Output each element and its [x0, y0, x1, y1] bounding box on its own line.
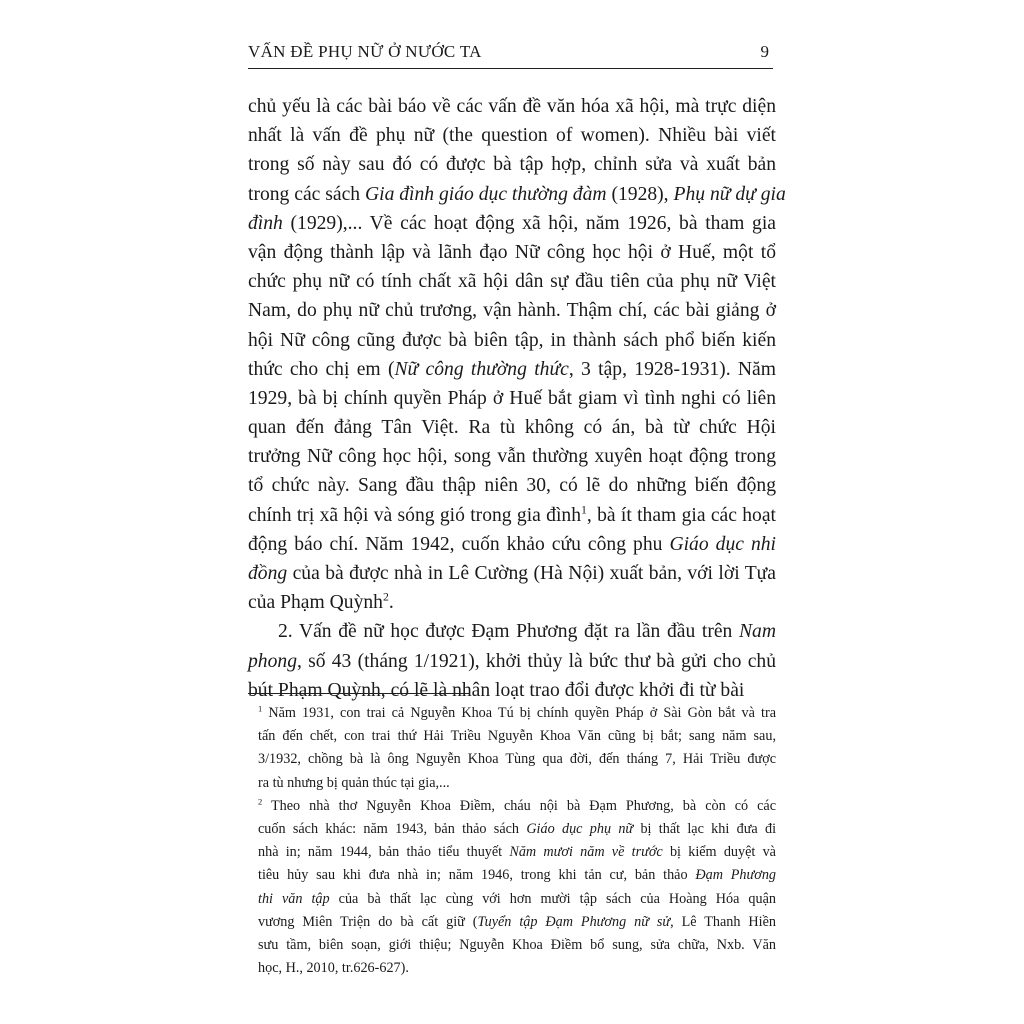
- text-run: của bà thất lạc cùng với hơn mười tập sách của Hoàng Hóa quận: [329, 890, 776, 907]
- text-run: , 3 tập, 1928-1931). Năm: [568, 358, 776, 380]
- text-run: 2. Vấn đề nữ học được Đạm Phương đặt ra lần đầu trên: [278, 621, 739, 643]
- page-number: 9: [760, 42, 769, 61]
- footnote-line: [248, 957, 776, 980]
- footnote-marker: 1: [258, 703, 263, 714]
- italic-title: đình: [248, 212, 283, 234]
- text-run: (1929),... Về các hoạt động xã hội, năm 1926, bà tham gia: [282, 212, 776, 234]
- body-line: [248, 676, 776, 705]
- body-line: [248, 559, 776, 588]
- body-line: [248, 384, 776, 413]
- footnote-line: [248, 934, 776, 957]
- text-run: quan đến đảng Tân Việt. Ra tù không có án, bà từ chức Hội: [248, 417, 776, 439]
- body-line: [248, 209, 776, 238]
- text-run: trong các sách: [248, 183, 365, 205]
- text-run: học, H., 2010, tr.626-627).: [258, 960, 409, 977]
- text-run: Năm 1931, con trai cả Nguyễn Khoa Tú bị chính quyền Pháp ở Sài Gòn bắt và tra: [262, 705, 776, 721]
- footnote-line: [248, 702, 776, 725]
- footnote-line: [248, 864, 776, 887]
- footnote-line: [248, 911, 776, 934]
- body-line: [248, 296, 776, 325]
- text-run: (1928),: [606, 183, 674, 205]
- body-line: [248, 617, 776, 646]
- body-line: [248, 355, 776, 384]
- italic-title: Giáo dục phụ nữ: [526, 820, 634, 837]
- text-run: động báo chí. Năm 1942, cuốn khảo cứu công phu: [248, 533, 670, 555]
- text-run: hội Nữ công cũng được bà biên tập, in thành sách phổ biến kiến: [248, 329, 776, 351]
- footnote-line: [248, 795, 776, 818]
- italic-title: Năm mươi năm về trước: [509, 844, 663, 861]
- text-run: nhất là vấn đề phụ nữ (the question of women). Nhiều bài viết: [248, 125, 776, 147]
- text-run: 1929, bà bị chính quyền Pháp ở Huế bắt giam vì tình nghi có liên: [248, 387, 776, 409]
- text-run: bị thất lạc khi đưa đi: [633, 820, 777, 837]
- text-run: , số 43 (tháng 1/1921), khởi thủy là bức thư bà gửi cho chủ: [296, 650, 776, 672]
- body-line: [248, 501, 776, 530]
- footnote-line: [248, 841, 776, 864]
- footnote-divider: [248, 693, 470, 694]
- text-run: nhà in; năm 1944, bản thảo tiểu thuyết: [258, 844, 510, 861]
- italic-title: Nữ công thường thức: [394, 358, 569, 380]
- body-line: [248, 238, 776, 267]
- footnote-marker: 1: [581, 503, 587, 517]
- body-line: [248, 267, 776, 296]
- italic-title: Gia đình giáo dục thường đàm: [364, 183, 607, 205]
- italic-title: phong: [248, 650, 297, 672]
- italic-title: Đạm Phương: [695, 867, 777, 884]
- text-run: chính trị xã hội và sóng gió trong gia đình: [248, 504, 581, 526]
- text-run: tấn đến chết, con trai thứ Hải Triều Nguyễn Khoa Văn cũng bị bắt; sang năm sau,: [258, 728, 776, 745]
- text-run: vận động thành lập và lãnh đạo Nữ công học hội ở Huế, một tổ: [248, 241, 776, 263]
- body-line: [248, 121, 776, 150]
- italic-title: Phụ nữ dự gia: [673, 183, 786, 205]
- body-line: [248, 180, 786, 209]
- text-run: chủ yếu là các bài báo về các vấn đề văn hóa xã hội, mà trực diện: [248, 96, 776, 117]
- footnote-marker: 2: [382, 590, 389, 604]
- body-line: [248, 326, 776, 355]
- text-run: chức phụ nữ có tính chất xã hội dân sự đầu tiên của phụ nữ Việt: [248, 271, 776, 293]
- footnote-line: [248, 748, 776, 771]
- footnote-line: [248, 888, 776, 911]
- footnote-line: [248, 725, 776, 748]
- text-run: vương Miên Triện do bà cất giữ (: [258, 913, 478, 930]
- body-line: [248, 442, 776, 471]
- text-run: Theo nhà thơ Nguyễn Khoa Điềm, cháu nội bà Đạm Phương, bà còn có các: [262, 797, 776, 814]
- body-line: [248, 588, 776, 617]
- italic-title: Tuyển tập Đạm Phương nữ sử: [477, 913, 671, 930]
- running-header: [248, 38, 773, 69]
- italic-title: đồng: [248, 563, 288, 584]
- body-line: [248, 150, 776, 179]
- text-run: tổ chức này. Sang đầu thập niên 30, có lẽ do những biến động: [248, 475, 776, 497]
- text-run: cuốn sách khác: năm 1943, bản thảo sách: [258, 820, 527, 837]
- footnote-marker: 2: [258, 796, 263, 807]
- text-run: .: [388, 592, 394, 614]
- text-run: Nam, do phụ nữ chủ trương, vận hành. Thậm chí, các bài giảng ở: [248, 300, 776, 322]
- text-run: trong số này sau đó có được bà tập hợp, chỉnh sửa và xuất bản: [248, 154, 776, 176]
- text-run: trưởng Nữ công học hội, song vẫn thường xuyên hoạt động trong: [248, 446, 776, 468]
- text-run: bút Phạm Quỳnh, có lẽ là nhân loạt trao đổi được khởi đi từ bài: [248, 679, 745, 701]
- text-run: , Lê Thanh Hiền: [670, 913, 777, 930]
- italic-title: Giáo dục nhi: [669, 533, 776, 555]
- body-line: [248, 471, 776, 500]
- body-line: [248, 530, 776, 559]
- running-title: VẤN ĐỀ PHỤ NỮ Ở NƯỚC TA: [248, 42, 482, 61]
- text-run: bị kiểm duyệt và: [662, 844, 776, 861]
- footnote-line: [248, 772, 776, 795]
- text-run: tiêu hủy sau khi đưa nhà in; năm 1946, trong khi tản cư, bản thảo: [258, 867, 696, 884]
- text-run: sưu tầm, biên soạn, giới thiệu; Nguyễn Khoa Điềm bổ sung, sửa chữa, Nxb. Văn: [258, 936, 776, 953]
- text-run: của Phạm Quỳnh: [248, 592, 383, 614]
- text-run: , bà ít tham gia các hoạt: [586, 504, 776, 526]
- italic-title: thi văn tập: [258, 890, 330, 907]
- footnote-line: [248, 818, 776, 841]
- text-run: 3/1932, chồng bà là ông Nguyễn Khoa Tùng qua đời, đến tháng 7, Hải Triều được: [258, 751, 776, 768]
- body-line: [248, 647, 776, 676]
- footnotes: [248, 702, 776, 980]
- text-run: của bà được nhà in Lê Cường (Hà Nội) xuất bản, với lời Tựa: [287, 563, 776, 584]
- body-line: [248, 92, 776, 121]
- body-line: [248, 413, 776, 442]
- text-run: thức cho chị em (: [248, 358, 395, 380]
- italic-title: Nam: [738, 621, 776, 643]
- text-run: ra tù nhưng bị quản thúc tại gia,...: [258, 774, 450, 791]
- body-text: [248, 92, 786, 705]
